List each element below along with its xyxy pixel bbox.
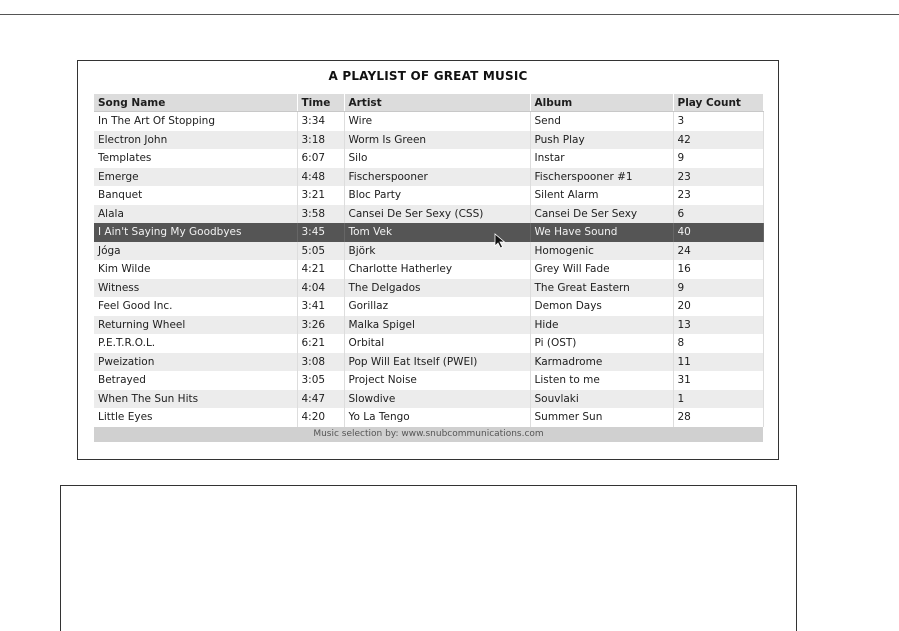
cell-play-count: 9 <box>673 149 763 168</box>
cell-artist: Orbital <box>344 334 530 353</box>
cell-song-name: Templates <box>94 149 297 168</box>
cell-play-count: 3 <box>673 112 763 131</box>
cell-song-name: Emerge <box>94 168 297 187</box>
cell-time: 3:08 <box>297 353 344 372</box>
table-row[interactable] <box>94 279 763 298</box>
cell-artist: Bloc Party <box>344 186 530 205</box>
cell-artist: Yo La Tengo <box>344 408 530 427</box>
table-row[interactable] <box>94 168 763 187</box>
table-row[interactable] <box>94 131 763 150</box>
cell-play-count: 23 <box>673 168 763 187</box>
playlist-title: A PLAYLIST OF GREAT MUSIC <box>328 69 528 83</box>
cell-album: We Have Sound <box>530 223 673 242</box>
column-header-time[interactable]: Time <box>297 94 344 112</box>
cell-album: Cansei De Ser Sexy <box>530 205 673 224</box>
cell-artist: Fischerspooner <box>344 168 530 187</box>
table-row[interactable] <box>94 186 763 205</box>
cell-play-count: 28 <box>673 408 763 427</box>
table-row[interactable] <box>94 242 763 261</box>
cell-play-count: 9 <box>673 279 763 298</box>
cell-album: Pi (OST) <box>530 334 673 353</box>
header-row <box>94 94 763 112</box>
cell-album: Souvlaki <box>530 390 673 409</box>
cell-album: The Great Eastern <box>530 279 673 298</box>
cell-time: 3:21 <box>297 186 344 205</box>
cell-time: 3:26 <box>297 316 344 335</box>
cell-song-name: When The Sun Hits <box>94 390 297 409</box>
cell-play-count: 23 <box>673 186 763 205</box>
cell-artist: Charlotte Hatherley <box>344 260 530 279</box>
cell-song-name: Banquet <box>94 186 297 205</box>
cell-time: 4:48 <box>297 168 344 187</box>
cell-play-count: 20 <box>673 297 763 316</box>
cell-artist: Silo <box>344 149 530 168</box>
cell-time: 3:18 <box>297 131 344 150</box>
cell-play-count: 16 <box>673 260 763 279</box>
cell-song-name: Feel Good Inc. <box>94 297 297 316</box>
table-row[interactable] <box>94 371 763 390</box>
table-row[interactable] <box>94 260 763 279</box>
table-row[interactable] <box>94 316 763 335</box>
cell-play-count: 40 <box>673 223 763 242</box>
column-header-artist[interactable]: Artist <box>344 94 530 112</box>
cell-album: Send <box>530 112 673 131</box>
playlist-table <box>94 94 764 442</box>
cell-song-name: I Ain't Saying My Goodbyes <box>94 223 297 242</box>
cell-time: 3:58 <box>297 205 344 224</box>
cell-song-name: In The Art Of Stopping <box>94 112 297 131</box>
cell-song-name: Jóga <box>94 242 297 261</box>
cell-play-count: 31 <box>673 371 763 390</box>
cell-artist: Björk <box>344 242 530 261</box>
cell-time: 4:04 <box>297 279 344 298</box>
cell-song-name: Betrayed <box>94 371 297 390</box>
cell-time: 4:20 <box>297 408 344 427</box>
cell-album: Summer Sun <box>530 408 673 427</box>
cell-play-count: 24 <box>673 242 763 261</box>
cell-time: 4:21 <box>297 260 344 279</box>
table-row[interactable] <box>94 149 763 168</box>
cell-time: 3:41 <box>297 297 344 316</box>
cell-time: 6:07 <box>297 149 344 168</box>
column-header-play-count[interactable]: Play Count <box>673 94 763 112</box>
cell-album: Silent Alarm <box>530 186 673 205</box>
cell-artist: Pop Will Eat Itself (PWEI) <box>344 353 530 372</box>
cell-play-count: 1 <box>673 390 763 409</box>
table-row[interactable] <box>94 112 763 131</box>
cell-album: Push Play <box>530 131 673 150</box>
cell-time: 3:34 <box>297 112 344 131</box>
cell-time: 6:21 <box>297 334 344 353</box>
cell-play-count: 6 <box>673 205 763 224</box>
cell-song-name: Witness <box>94 279 297 298</box>
cell-play-count: 11 <box>673 353 763 372</box>
cell-song-name: Pweization <box>94 353 297 372</box>
cell-artist: Project Noise <box>344 371 530 390</box>
cell-artist: Tom Vek <box>344 223 530 242</box>
cell-time: 3:45 <box>297 223 344 242</box>
cell-song-name: Electron John <box>94 131 297 150</box>
cell-artist: The Delgados <box>344 279 530 298</box>
table-row[interactable] <box>94 390 763 409</box>
footer-row <box>94 427 763 442</box>
mouse-pointer-icon <box>494 233 506 249</box>
cell-album: Demon Days <box>530 297 673 316</box>
column-header-album[interactable]: Album <box>530 94 673 112</box>
table-row[interactable] <box>94 334 763 353</box>
cell-song-name: Returning Wheel <box>94 316 297 335</box>
cell-album: Karmadrome <box>530 353 673 372</box>
cell-song-name: Alala <box>94 205 297 224</box>
column-header-song-name[interactable]: Song Name <box>94 94 297 112</box>
cell-artist: Malka Spigel <box>344 316 530 335</box>
table-row[interactable] <box>94 297 763 316</box>
cell-play-count: 8 <box>673 334 763 353</box>
caption-box <box>60 485 797 631</box>
cell-time: 5:05 <box>297 242 344 261</box>
playlist-body <box>94 112 763 427</box>
cell-album: Fischerspooner #1 <box>530 168 673 187</box>
cell-play-count: 42 <box>673 131 763 150</box>
table-row[interactable] <box>94 223 763 242</box>
playlist-figure <box>77 60 779 460</box>
table-row[interactable] <box>94 205 763 224</box>
top-rule <box>0 14 899 15</box>
cell-song-name: Little Eyes <box>94 408 297 427</box>
cell-song-name: P.E.T.R.O.L. <box>94 334 297 353</box>
cell-album: Grey Will Fade <box>530 260 673 279</box>
cell-album: Listen to me <box>530 371 673 390</box>
cell-song-name: Kim Wilde <box>94 260 297 279</box>
cell-artist: Worm Is Green <box>344 131 530 150</box>
cell-artist: Slowdive <box>344 390 530 409</box>
table-row[interactable] <box>94 408 763 427</box>
cell-play-count: 13 <box>673 316 763 335</box>
cell-time: 3:05 <box>297 371 344 390</box>
cell-artist: Gorillaz <box>344 297 530 316</box>
cell-artist: Cansei De Ser Sexy (CSS) <box>344 205 530 224</box>
credit-footer: Music selection by: www.snubcommunications.com <box>94 427 763 442</box>
cell-album: Homogenic <box>530 242 673 261</box>
cell-time: 4:47 <box>297 390 344 409</box>
table-row[interactable] <box>94 353 763 372</box>
cell-album: Instar <box>530 149 673 168</box>
cell-artist: Wire <box>344 112 530 131</box>
cell-album: Hide <box>530 316 673 335</box>
